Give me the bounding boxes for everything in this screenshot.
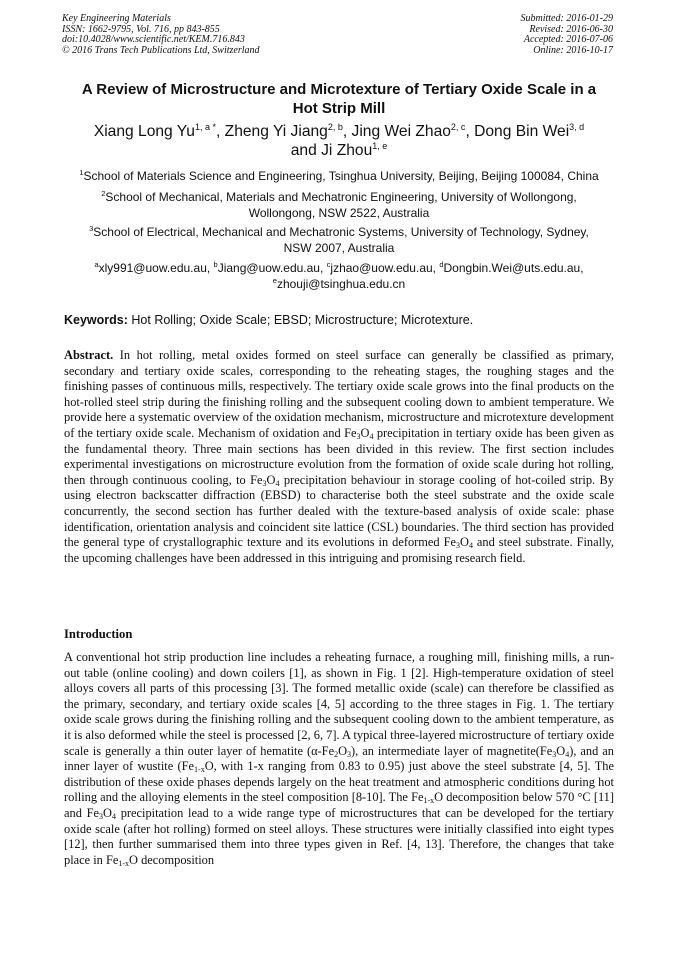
- abstract-label: Abstract.: [64, 348, 114, 362]
- affiliation-text: Wollongong, NSW 2522, Australia: [248, 205, 430, 220]
- section-heading-introduction: Introduction: [64, 627, 133, 641]
- abstract-text: precipitation in tertiary oxide has been given as the fundamental theory. Three main sections has been divided in this review. The first section includes experimental investigations on microstructure evolution from the formation of oxide scale during hot rolling, then through continuous cooling, to Fe: [64, 425, 614, 487]
- subscript: 3: [356, 431, 361, 441]
- subscript: 1-x: [118, 858, 130, 868]
- paper-title: [40, 80, 638, 118]
- intro-text: O decomposition: [129, 852, 215, 867]
- email-link[interactable]: jzhao@uow.edu.au,: [330, 261, 436, 275]
- issn-line: ISSN: 1662-9795, Vol. 716, pp 843-855: [62, 23, 220, 35]
- author-name: Xiang Long Yu: [93, 123, 195, 140]
- affiliation-text: School of Electrical, Mechanical and Mechatronic Systems, University of Technology, Sydney,: [93, 225, 589, 239]
- revised-date: Revised: 2016-06-30: [529, 23, 613, 35]
- author-list: Xiang Long $Yu^{1, a *}$, Zheng Yi Jiang$^{2, b}$, Jing Wei Zhao$^{2, c}$, Dong Bin Wei$^{3, d}$ and Ji Zhou$^{1, e}$: [93, 122, 585, 159]
- intro-text: O: [556, 743, 566, 758]
- subscript: 1-x: [423, 796, 435, 806]
- affiliation-1: [40, 169, 638, 185]
- subscript: 4: [565, 749, 570, 759]
- email-link[interactable]: xly991@uow.edu.au,: [98, 261, 211, 275]
- affiliation-2: [40, 190, 638, 222]
- affiliation-3: [40, 225, 638, 257]
- affiliation-text: School of Materials Science and Engineering, Tsinghua University, Beijing, Beijing 100084, China: [83, 169, 599, 183]
- affiliation-num: 2: [101, 189, 106, 198]
- copyright-line: © 2016 Trans Tech Publications Ltd, Switzerland: [62, 44, 260, 56]
- intro-text: O: [103, 805, 112, 820]
- author-name: Jing Wei Zhao: [351, 123, 451, 140]
- affiliation-num: 1: [79, 168, 84, 177]
- submitted-date: Submitted: 2016-01-29: [520, 13, 613, 24]
- affiliation-num: 3: [89, 224, 94, 233]
- intro-text: O: [338, 743, 348, 758]
- journal-name: Key Engineering Materials: [62, 13, 171, 24]
- subscript: 4: [468, 541, 473, 551]
- keywords-label: Keywords:: [64, 313, 128, 327]
- doi-line[interactable]: doi:10.4028/www.scientific.net/KEM.716.843: [62, 34, 245, 46]
- subscript: 3: [347, 749, 352, 759]
- subscript: 4: [275, 478, 280, 488]
- abstract-text: O: [266, 472, 276, 487]
- title-line-1: A Review of Microstructure and Microtexture of Tertiary Oxide Scale in a: [81, 81, 597, 98]
- intro-text: A conventional hot strip production line includes a reheating furnace, a roughing mill, finishing mills, a run-out table (online cooling) and down coilers [1], as shown in Fig. 1 [2]. High-temperature oxidation of steel alloys covers all parts of this processing [3]. The formed metallic oxide (scale) can therefore be classified as the primary, secondary, and tertiary oxide scales [4, 5] according to the three stages in Fig. 1. The tertiary oxide scale grows during the finishing rolling and the subsequent cooling down to the ambient temperature, as it is also deformed while the steel is processed [2, 6, 7]. A typical three-layered microstructure of tertiary oxide scale is generally a thin outer layer of hematite (α-Fe: [64, 650, 614, 758]
- abstract: [64, 348, 614, 566]
- journal-header-right: [521, 14, 614, 56]
- author-name: Zheng Yi Jiang: [224, 123, 328, 140]
- subscript: 3: [99, 811, 104, 821]
- intro-text: O, with 1-x ranging from 0.83 to 0.95) just above the steel substrate [4, 5]. The distribution of these oxide phases depends largely on the heat treatment and atmospheric conditions during hot rolling and the alloying elements in the steel composition [8-10]. The Fe: [64, 759, 614, 805]
- author-sup: 1, a *: [194, 122, 216, 132]
- abstract-text: In hot rolling, metal oxides formed on steel surface can generally be classified as primary, secondary and tertiary oxide scales, corresponding to the reheating stages, the roughing stages and the finishing passes of continuous mills, respectively. The tertiary oxide scale grows into the final products on the hot-rolled steel strip during the finishing rolling and the subsequent cooling down to ambient temperature. We provide here a systematic overview of the oxidation mechanism, microstructure and microtexture development of the tertiary oxide scale. Mechanism of oxidation and Fe: [64, 348, 614, 440]
- intro-text: O decomposition below 570 °C [11] and Fe: [64, 790, 614, 820]
- email-sup: b: [213, 260, 218, 269]
- email-sup: c: [326, 260, 331, 269]
- subscript: 3: [455, 541, 460, 551]
- email-sup: a: [94, 260, 99, 269]
- subscript: 2: [334, 749, 339, 759]
- journal-header-left: [62, 14, 260, 56]
- author-name: Ji Zhou: [321, 142, 373, 159]
- intro-text: ), an intermediate layer of magnetite(Fe: [351, 743, 553, 758]
- email-link[interactable]: zhouji@tsinghua.edu.cn: [276, 276, 406, 291]
- subscript: 3: [552, 749, 557, 759]
- intro-text: ), and an inner layer of wustite (Fe: [64, 743, 614, 774]
- abstract-text: precipitation behaviour in storage cooling of hot-coiled strip. By using electron backscatter diffraction (EBSD) to characterise both the steel substrate and the oxide scale concurrently, the second section has further dealed with the texture-based analysis of oxide scale: phase identification, orientation analysis and coincident site lattice (CSL) boundaries. The third section has provided the general type of crystallographic texture and its evolutions in deformed Fe: [64, 472, 614, 550]
- email-link[interactable]: Dongbin.Wei@uts.edu.au,: [443, 261, 584, 275]
- introduction-paragraph: [64, 650, 614, 868]
- keywords-text: Hot Rolling; Oxide Scale; EBSD; Microstructure; Microtexture.: [131, 313, 474, 327]
- subscript: 1-x: [194, 765, 205, 775]
- abstract-text: O: [459, 535, 469, 550]
- abstract-text: O: [360, 425, 370, 440]
- author-sup: 3, d: [569, 122, 585, 132]
- subscript: 3: [262, 478, 267, 488]
- author-sup: 2, c: [450, 122, 466, 132]
- author-and: and: [290, 142, 317, 159]
- email-sup: e: [272, 275, 277, 285]
- affiliation-text: School of Mechanical, Materials and Mechatronic Engineering, University of Wollongong,: [105, 190, 577, 204]
- subscript: 4: [369, 431, 374, 441]
- title-line-2: Hot Strip Mill: [292, 100, 386, 117]
- email-link[interactable]: Jiang@uow.edu.au,: [217, 261, 324, 275]
- intro-text: precipitation lead to a wide range type of microstructures that can be developed for the tertiary oxide scale (after hot rolling) formed on steel alloys. These structures were initially classified into eight types [12], then further summarised them into three types given in Ref. [4, 13]. Therefore, the changes that take place in Fe: [64, 805, 614, 867]
- author-name: Dong Bin Wei: [474, 123, 570, 140]
- affiliation-text: NSW 2007, Australia: [283, 240, 395, 255]
- email-list: [40, 261, 638, 293]
- email-sup: d: [439, 260, 444, 269]
- keywords: [64, 313, 473, 328]
- online-date: Online: 2016-10-17: [533, 44, 613, 56]
- subscript: 4: [111, 811, 116, 821]
- accepted-date: Accepted: 2016-07-06: [523, 34, 613, 46]
- author-sup: 2, b: [327, 122, 343, 132]
- author-sup: 1, e: [372, 141, 388, 151]
- abstract-text: and steel substrate. Finally, the upcoming challenges have been addressed in this intriguing and promising research field.: [64, 535, 614, 565]
